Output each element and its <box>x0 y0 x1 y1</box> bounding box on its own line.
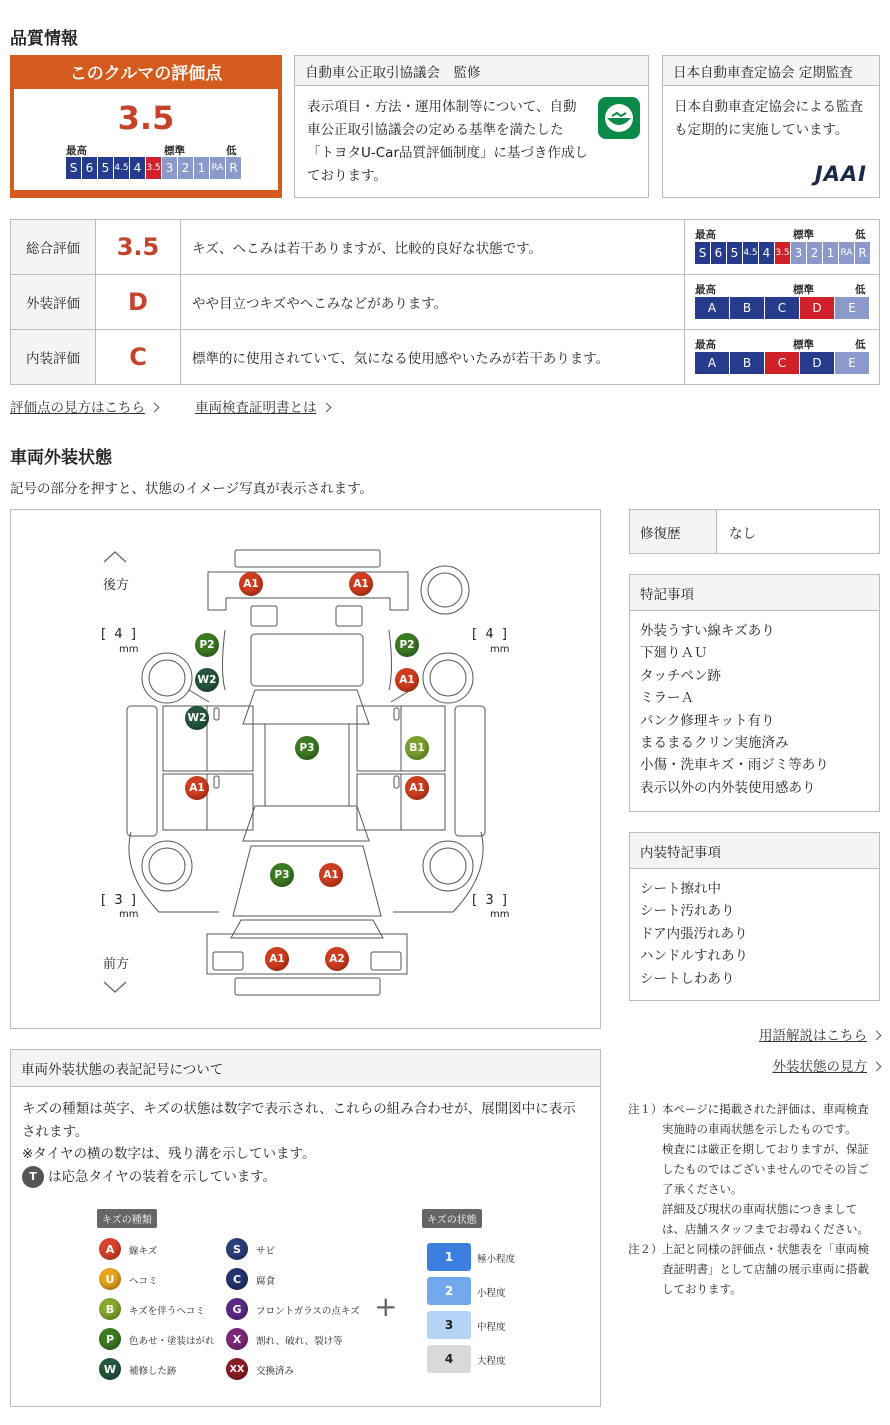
damage-marker[interactable]: A1 <box>185 776 209 800</box>
scale-cell: B <box>730 297 764 319</box>
special-note-item: 下廻りＡＵ <box>640 645 708 662</box>
scale-cell: E <box>835 297 869 319</box>
state-tag: キズの状態 <box>422 1209 482 1228</box>
special-list <box>630 611 879 808</box>
glossary-link[interactable]: 用語解説はこちら <box>759 1028 867 1044</box>
score-scale <box>66 157 241 179</box>
scale-low-label: 低 <box>855 229 866 241</box>
damage-type-label: 線キズ <box>129 1246 158 1257</box>
tread-rear-left: [ 4 ] <box>101 627 136 642</box>
score-box-title: このクルマの評価点 <box>69 64 223 84</box>
damage-marker[interactable]: P2 <box>195 633 219 657</box>
scale-cell: 3.5 <box>146 157 161 179</box>
scale-cell: 3.5 <box>775 242 790 264</box>
scale-cell: S <box>695 242 710 264</box>
damage-marker[interactable]: A1 <box>319 863 343 887</box>
damage-type-symbol: C <box>226 1268 248 1290</box>
special-notes <box>629 574 880 812</box>
damage-state-level: 3 <box>427 1311 471 1339</box>
scale-cell: 5 <box>727 242 742 264</box>
scale-cell: R <box>226 157 241 179</box>
legend-p1: キズの種類は英字、キズの状態は数字で表示され、これらの組み合わせが、展開図中に表示されます。 <box>22 1101 576 1140</box>
damage-type-symbol: W <box>99 1358 121 1380</box>
damage-marker[interactable]: A1 <box>349 572 373 596</box>
interior-note-item: シートしわあり <box>640 970 735 987</box>
rear-arrow-icon <box>104 552 126 562</box>
tread-rear-left-unit: mm <box>119 644 139 655</box>
evaluation-label: 内装評価 <box>11 330 96 385</box>
scale-cell: S <box>66 157 81 179</box>
evaluation-row <box>11 330 880 385</box>
damage-marker[interactable]: A2 <box>325 947 349 971</box>
score-box <box>10 55 282 198</box>
damage-type-label: 腐食 <box>256 1276 276 1287</box>
chevron-right-icon <box>872 1031 882 1041</box>
plus-icon: + <box>374 1290 398 1323</box>
damage-marker[interactable]: W2 <box>185 706 209 730</box>
chevron-right-icon <box>150 403 160 413</box>
tread-front-right: [ 3 ] <box>472 893 507 908</box>
exterior-guide-link[interactable]: 外装状態の見方 <box>772 1059 867 1075</box>
special-note-item: まるまるクリン実施済み <box>640 735 789 752</box>
repair-label: 修復歴 <box>630 510 717 553</box>
special-note-item: ミラーＡ <box>640 690 694 707</box>
scale-std-label: 標準 <box>793 229 814 241</box>
jaai-title: 日本自動車査定協会 定期監査 <box>663 56 879 86</box>
special-note-item: 小傷・洗車キズ・雨ジミ等あり <box>640 757 829 774</box>
scale-low-label: 低 <box>226 145 237 157</box>
evaluation-grade: C <box>96 330 181 385</box>
notes <box>628 1099 880 1299</box>
scale-cell: RA <box>210 157 225 179</box>
evaluation-row <box>11 220 880 275</box>
tread-rear-right-unit: mm <box>490 644 510 655</box>
legend-title: 車両外装状態の表記記号について <box>11 1050 600 1087</box>
special-note-item: タッチペン跡 <box>640 667 721 684</box>
interior-note-item: シート汚れあり <box>640 903 735 920</box>
chevron-right-icon <box>872 1062 882 1072</box>
damage-type-symbol: G <box>226 1298 248 1320</box>
glossary-link-wrap[interactable] <box>759 1024 880 1044</box>
scale-low-label: 低 <box>855 284 866 296</box>
damage-marker[interactable]: W2 <box>195 668 219 692</box>
scale-cell: 2 <box>178 157 193 179</box>
damage-state-label: 小程度 <box>477 1288 506 1299</box>
evaluation-grade: D <box>96 275 181 330</box>
scale-cell: D <box>800 297 834 319</box>
scale-high-label: 最高 <box>695 229 716 241</box>
damage-type-symbol: B <box>99 1298 121 1320</box>
interior-notes <box>629 832 880 1001</box>
damage-type-label: フロントガラスの点キズ <box>256 1306 360 1317</box>
scale-cell: R <box>855 242 870 264</box>
scale-cell: A <box>695 352 729 374</box>
certificate-link-wrap[interactable] <box>195 396 330 416</box>
damage-state-level: 4 <box>427 1345 471 1373</box>
rear-label: 後方 <box>103 578 130 593</box>
damage-state-label: 大程度 <box>477 1356 506 1367</box>
evaluation-desc: キズ、へこみは若干ありますが、比較的良好な状態です。 <box>181 220 685 275</box>
legend-p2: ※タイヤの横の数字は、残り溝を示しています。 <box>22 1146 316 1162</box>
legend-p3: は応急タイヤの装着を示しています。 <box>48 1168 277 1185</box>
exterior-heading: 車両外装状態 <box>10 448 112 468</box>
evaluation-row <box>11 275 880 330</box>
scale-cell: 6 <box>711 242 726 264</box>
tread-front-left: [ 3 ] <box>101 893 136 908</box>
scale-std-label: 標準 <box>793 284 814 296</box>
scale-std-label: 標準 <box>164 145 185 157</box>
interior-note-item: ハンドルすれあり <box>640 948 748 965</box>
evaluation-scale <box>685 220 880 275</box>
evaluation-table <box>10 219 880 385</box>
evaluation-label: 外装評価 <box>11 275 96 330</box>
damage-marker[interactable]: B1 <box>405 736 429 760</box>
evaluation-scale <box>685 330 880 385</box>
tread-front-left-unit: mm <box>119 909 139 920</box>
scale-cell: 6 <box>82 157 97 179</box>
interior-note-item: シート擦れ中 <box>640 881 721 897</box>
damage-marker[interactable]: P3 <box>270 863 294 887</box>
damage-marker[interactable]: P3 <box>295 736 319 760</box>
damage-type-label: 色あせ・塗装はがれ <box>129 1336 215 1347</box>
car-diagram <box>11 510 600 1028</box>
note-2-label: 注２） <box>628 1242 663 1256</box>
scale-cell: 4.5 <box>114 157 129 179</box>
scale-cell: RA <box>839 242 854 264</box>
damage-marker[interactable]: A1 <box>265 947 289 971</box>
scale-high-label: 最高 <box>695 284 716 296</box>
damage-type-symbol: U <box>99 1268 121 1290</box>
front-arrow-icon <box>104 982 126 992</box>
damage-state-label: 極小程度 <box>477 1254 516 1265</box>
scale-cell: 1 <box>823 242 838 264</box>
jaai-logo: JAAI <box>814 162 867 186</box>
damage-type-label: サビ <box>256 1246 276 1257</box>
jaaa-box <box>294 55 649 198</box>
damage-state-label: 中程度 <box>477 1322 506 1333</box>
car-diagram-box <box>10 509 601 1029</box>
scale-cell: E <box>835 352 869 374</box>
damage-type-label: 交換済み <box>256 1366 295 1377</box>
damage-marker[interactable]: A1 <box>395 668 419 692</box>
note-1-label: 注１） <box>628 1102 663 1116</box>
score-guide-link[interactable]: 評価点の見方はこちら <box>10 400 145 416</box>
scale-cell: 4 <box>130 157 145 179</box>
scale-cell: C <box>765 297 799 319</box>
damage-type-symbol: A <box>99 1238 121 1260</box>
special-title: 特記事項 <box>630 575 879 611</box>
interior-note-item: ドア内張汚れあり <box>640 925 748 942</box>
exterior-hint: 記号の部分を押すと、状態のイメージ写真が表示されます。 <box>10 481 374 497</box>
scale-cell: 4.5 <box>743 242 758 264</box>
tread-front-right-unit: mm <box>490 909 510 920</box>
evaluation-desc: 標準的に使用されていて、気になる使用感やいたみが若干あります。 <box>181 330 685 385</box>
interior-list <box>630 869 879 999</box>
scale-cell: 5 <box>98 157 113 179</box>
damage-type-symbol: S <box>226 1238 248 1260</box>
damage-type-label: キズを伴うヘコミ <box>129 1306 205 1317</box>
evaluation-scale <box>685 275 880 330</box>
tread-rear-right: [ 4 ] <box>472 627 507 642</box>
jaaa-logo-icon <box>598 97 640 139</box>
note-1c: 詳細及び現状の車両状態につきましては、店舗スタッフまでお尋ねください。 <box>662 1202 869 1236</box>
scale-std-label: 標準 <box>793 339 814 351</box>
jaai-box <box>662 55 880 198</box>
scale-high-label: 最高 <box>695 339 716 351</box>
scale-cell: 1 <box>194 157 209 179</box>
scale-cell: C <box>765 352 799 374</box>
damage-type-label: 補修した跡 <box>129 1366 177 1377</box>
scale-cell: D <box>800 352 834 374</box>
damage-type-symbol: X <box>226 1328 248 1350</box>
damage-type-label: 割れ、破れ、裂け等 <box>256 1336 343 1347</box>
damage-marker[interactable]: A1 <box>405 776 429 800</box>
note-1b: 検査には厳正を期しておりますが、保証したものではございませんのでその旨ご了承ください。 <box>662 1142 869 1196</box>
damage-type-symbol: XX <box>226 1358 248 1380</box>
score-value: 3.5 <box>117 99 175 137</box>
jaaa-title: 自動車公正取引協議会 監修 <box>295 56 648 86</box>
note-1: 本ページに掲載された評価は、車両検査実施時の車両状態を示したものです。 <box>662 1102 869 1136</box>
chevron-right-icon <box>321 403 331 413</box>
front-label: 前方 <box>103 957 130 972</box>
evaluation-label: 総合評価 <box>11 220 96 275</box>
scale-high-label: 最高 <box>66 145 87 157</box>
certificate-link[interactable]: 車両検査証明書とは <box>195 400 317 416</box>
exterior-guide-link-wrap[interactable] <box>773 1055 881 1075</box>
scale-cell: 4 <box>759 242 774 264</box>
repair-value: なし <box>729 525 756 542</box>
scale-low-label: 低 <box>855 339 866 351</box>
damage-marker[interactable]: P2 <box>395 633 419 657</box>
special-note-item: パンク修理キット有り <box>640 712 775 729</box>
scale-cell: A <box>695 297 729 319</box>
scale-cell: B <box>730 352 764 374</box>
type-tag: キズの種類 <box>97 1209 157 1228</box>
legend-box <box>10 1049 601 1407</box>
spare-tire-icon: T <box>22 1166 44 1188</box>
interior-title: 内装特記事項 <box>630 833 879 869</box>
special-note-item: 外装うすい線キズあり <box>640 623 775 639</box>
quality-heading: 品質情報 <box>10 29 78 49</box>
special-note-item: 表示以外の内外装使用感あり <box>640 779 816 796</box>
jaaa-text: 表示項目・方法・運用体制等について、自動車公正取引協議会の定める基準を満たした「トヨタU-Car品質評価制度」に基づき作成しております。 <box>307 99 589 184</box>
damage-type-label: ヘコミ <box>129 1276 158 1287</box>
jaai-text: 日本自動車査定協会による監査も定期的に実施しています。 <box>674 99 863 138</box>
scale-cell: 3 <box>162 157 177 179</box>
evaluation-grade: 3.5 <box>96 220 181 275</box>
damage-marker[interactable]: A1 <box>239 572 263 596</box>
scale-cell: 2 <box>807 242 822 264</box>
score-guide-link-wrap[interactable] <box>10 396 158 416</box>
evaluation-desc: やや目立つキズやへこみなどがあります。 <box>181 275 685 330</box>
damage-state-level: 2 <box>427 1277 471 1305</box>
note-2: 上記と同様の評価点・状態表を「車両検査証明書」として店舗の展示車両に搭載しております。 <box>662 1242 869 1296</box>
repair-history <box>629 509 880 554</box>
damage-type-symbol: P <box>99 1328 121 1350</box>
damage-state-level: 1 <box>427 1243 471 1271</box>
scale-cell: 3 <box>791 242 806 264</box>
